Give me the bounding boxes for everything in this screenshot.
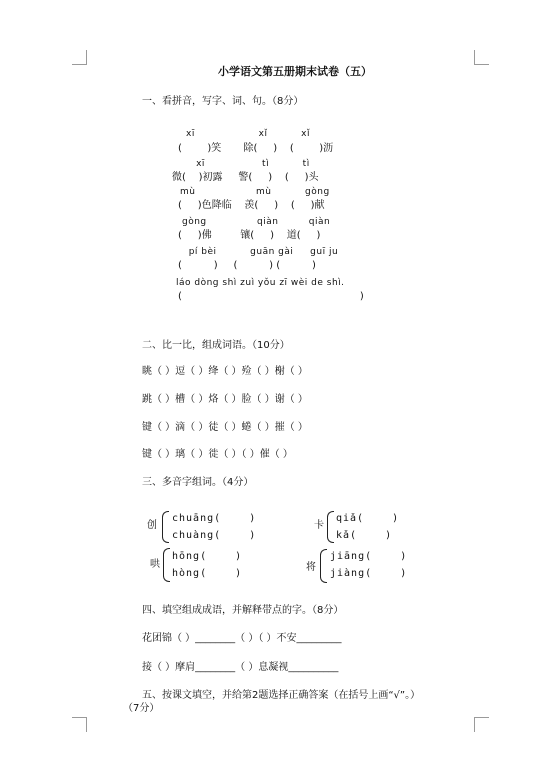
s1-pinyin-row: xī xǐ xǐ [186,129,310,139]
s1-blank-row[interactable]: ( )色降临 羡( ) ( )献 [178,200,325,211]
s1-blank-row[interactable]: ( )笑 除( ) ( )沥 [178,143,334,154]
s2-row[interactable]: 眺（ ）逗（ ）绛（ ）殓（ ）榭（ ） [142,366,308,377]
polyphone-reading[interactable]: kǎ( ) [336,530,393,541]
section-5-heading: 五、按课文填空，并给第2题选择正确答案（在括号上画“√”。） [142,690,421,701]
s2-row[interactable]: 跳（ ）槽（ ）烙（ ）脸（ ）谢（ ） [142,394,308,405]
polyphone-reading[interactable]: jiàng( ) [330,568,408,579]
polyphone-reading[interactable]: qiǎ( ) [336,513,400,524]
polyphone-reading[interactable]: jiāng( ) [330,551,408,562]
polyphone-reading[interactable]: chuàng( ) [172,530,257,541]
s1-blank-row[interactable]: 微( )初露 警( ) ( )头 [172,172,319,183]
polyphone-reading[interactable]: chuāng( ) [172,513,257,524]
section-4-heading: 四、填空组成成语，并解释带点的字。（8分） [142,605,344,616]
s1-pinyin-row: pí bèi guān gài guī ju [182,247,339,257]
polyphone-reading[interactable]: hòng( ) [172,568,243,579]
polyphone-char: 创 [147,520,157,531]
s1-pinyin-row: xī tì tì [186,159,310,169]
left-brace [327,511,334,543]
polyphone-char: 卡 [314,520,324,531]
exam-title: 小学语文第五册期末试卷（五） [218,65,372,78]
s1-blank-row[interactable]: ( )佛 镶( ) 道( ) [178,230,321,241]
left-brace [163,548,170,582]
polyphone-char: 哄 [150,559,160,570]
s1-blank-row[interactable]: ( ) ( ) ( ) [178,260,316,271]
polyphone-char: 将 [306,562,316,573]
s4-row[interactable]: 花团锦（ ）________（ ）（ ）不安_________ [142,633,342,644]
section-5-points: （7分） [123,703,160,714]
section-1-heading: 一、看拼音，写字、词、句。（8分） [142,96,304,107]
s4-row[interactable]: 接（ ）摩肩________（ ）息凝视__________ [142,662,339,673]
s2-row[interactable]: 键（ ）滴（ ）徒（ ）蜷（ ）摧（ ） [142,422,308,433]
s1-pinyin-row: gòng qiàn qiàn [182,217,331,227]
section-3-heading: 三、多音字组词。（4分） [142,477,254,488]
left-brace [162,511,169,543]
crop-mark-top-left [72,50,87,65]
polyphone-reading[interactable]: hōng( ) [172,551,243,562]
section-2-heading: 二、比一比，组成词语。（10分） [142,340,290,351]
crop-mark-top-right [474,50,489,65]
crop-mark-bottom-left [72,717,87,732]
s1-pinyin-row: mù mù gòng [180,187,330,197]
s1-sentence-blank[interactable]: ( ) [178,291,364,302]
left-brace [320,549,327,583]
s2-row[interactable]: 键（ ）璃（ ）徙（ ）（ ）催（ ） [142,449,293,460]
s1-pinyin-sentence: láo dòng shì zuì yǒu zī wèi de shì. [176,278,345,288]
crop-mark-bottom-right [474,717,489,732]
